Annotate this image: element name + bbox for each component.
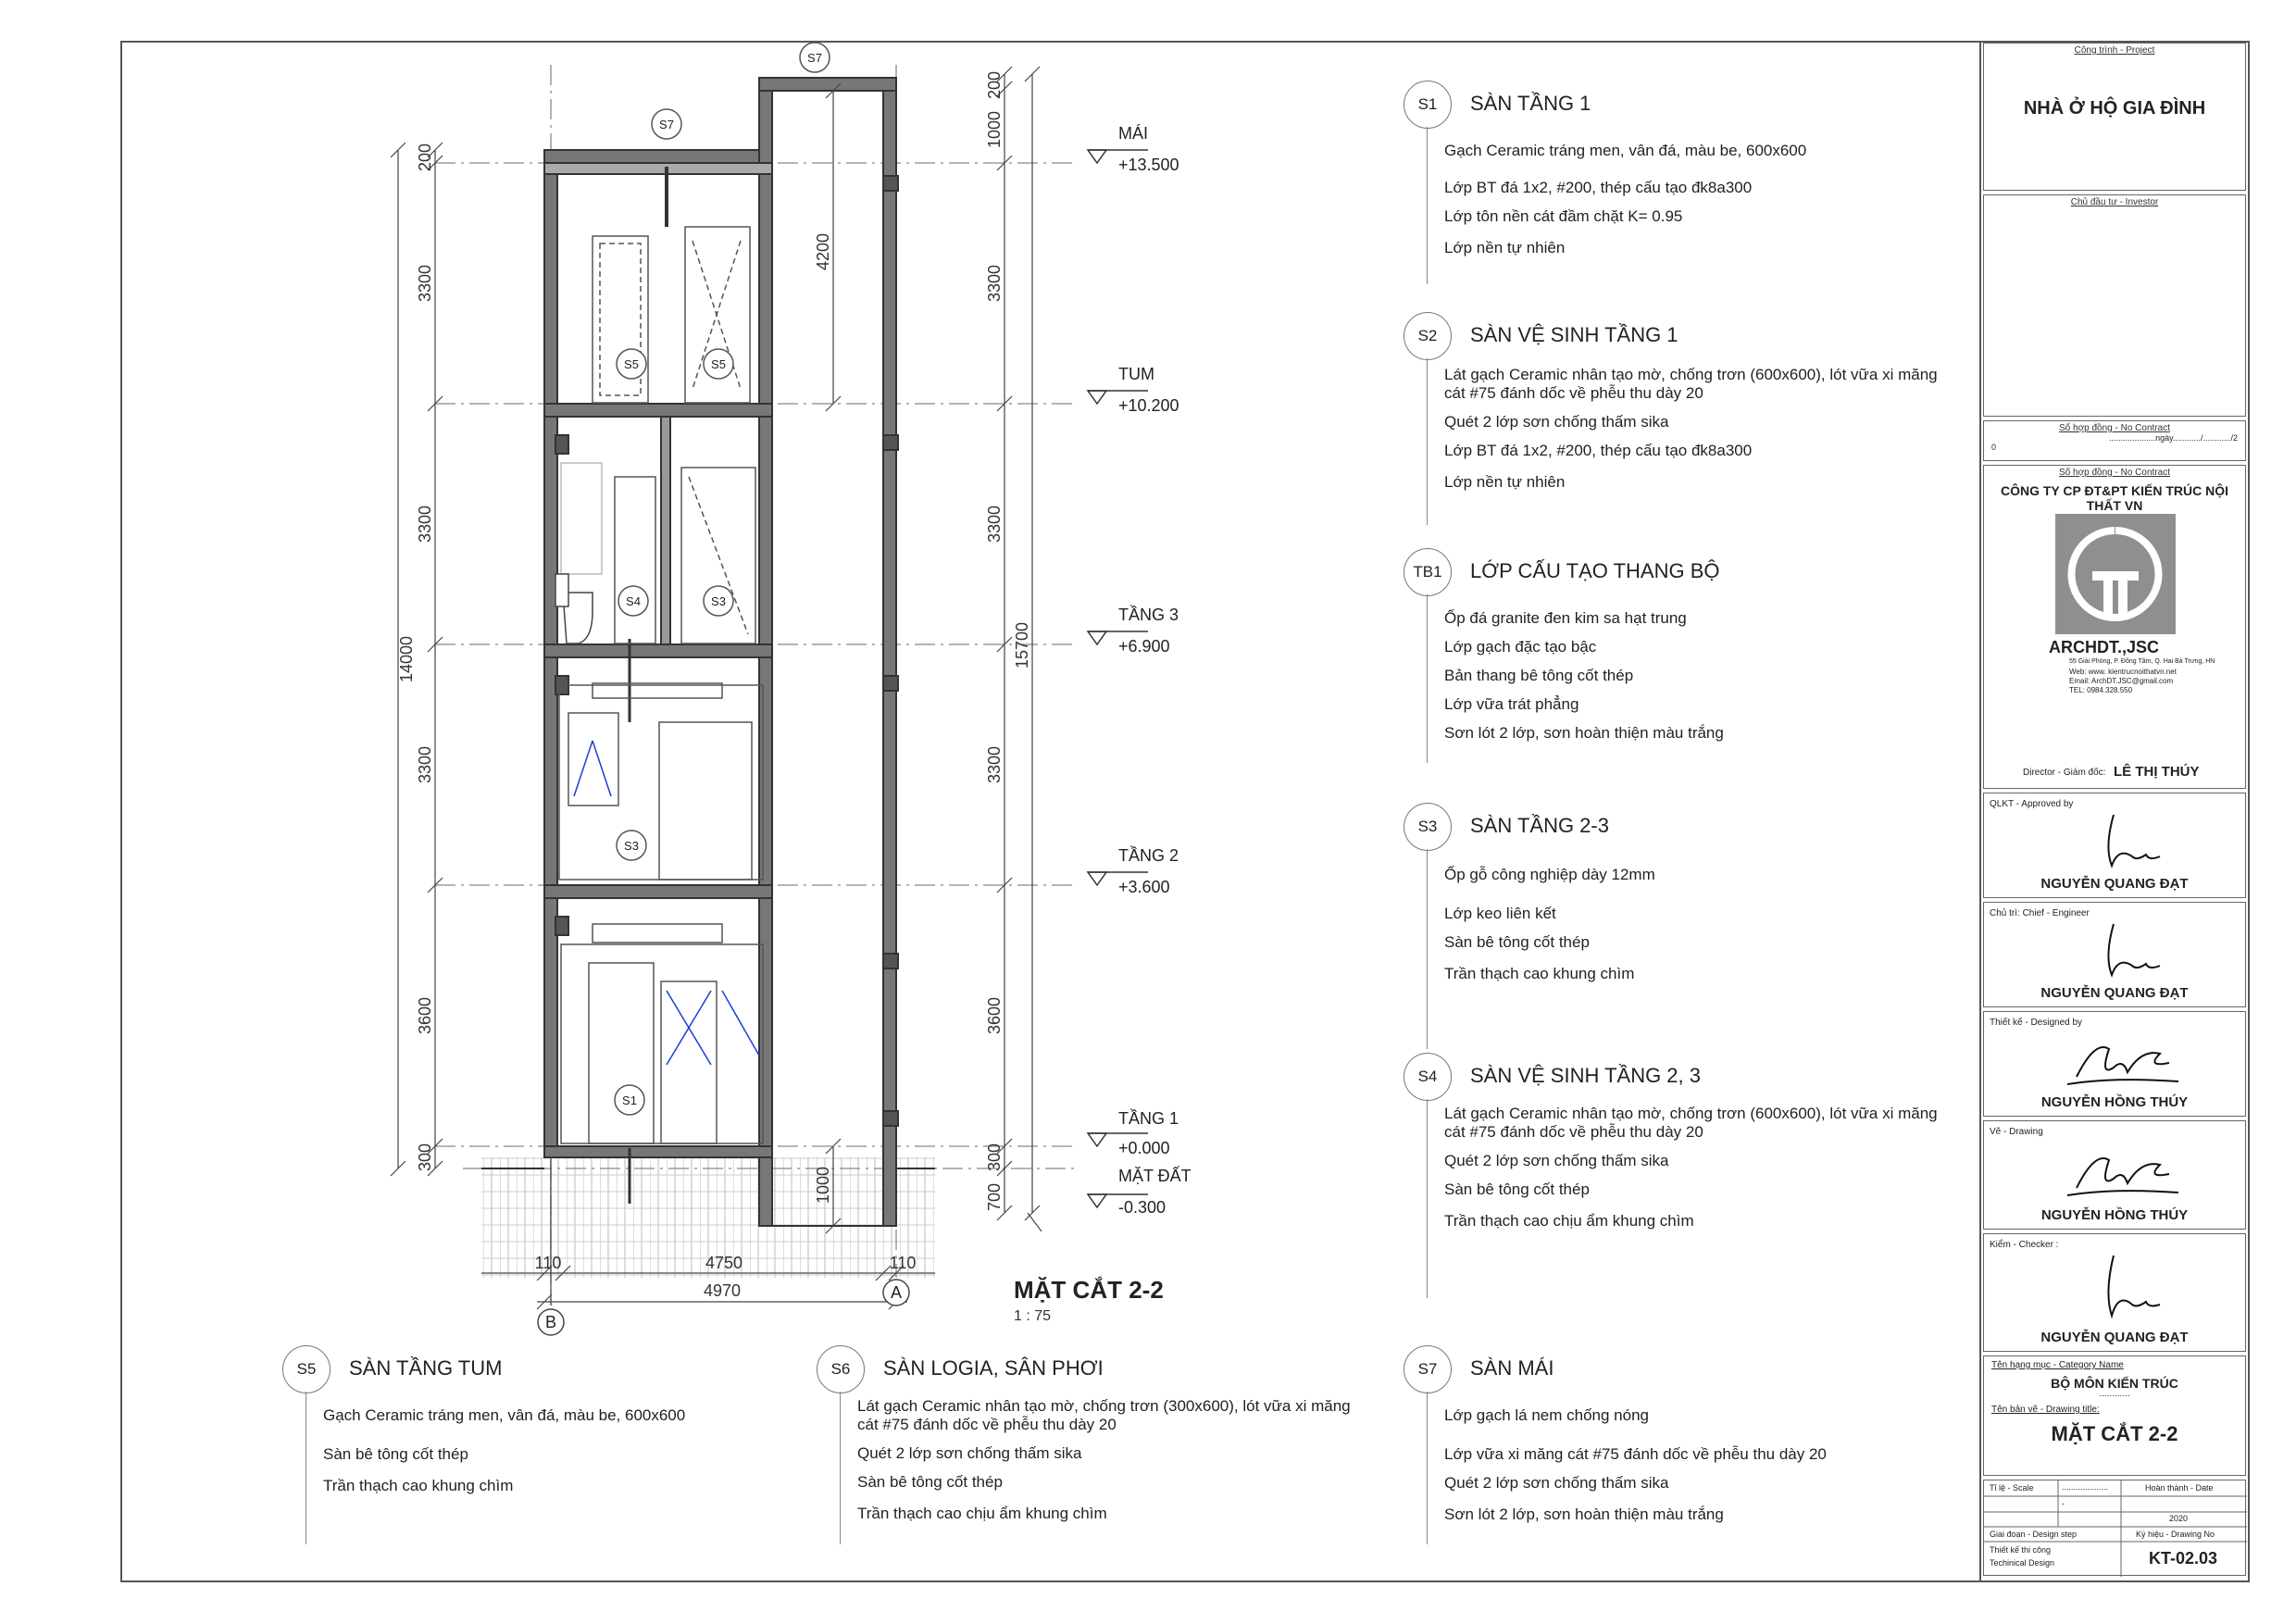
date-label: Hoàn thành - Date — [2145, 1483, 2214, 1493]
approved-label: QLKT - Approved by — [1990, 799, 2074, 809]
note-s1 — [1404, 81, 1922, 284]
note-line: Trần thạch cao khung chìm — [323, 1477, 514, 1494]
section-tag-1: S7 — [659, 118, 674, 131]
drawing-title-block: MẶT CẮT 2-2 — [2051, 1422, 2178, 1445]
building-walls — [544, 78, 898, 1226]
chief-name: NGUYỄN QUANG ĐẠT — [2040, 985, 2189, 1001]
checker-label: Kiểm - Checker : — [1990, 1240, 2059, 1250]
level-markers — [1088, 150, 1148, 1207]
checker-signature — [2067, 1251, 2178, 1325]
section-tag-7: S1 — [622, 1093, 637, 1107]
logo-web: Web: www. kientrucnoithatvn.net — [2069, 668, 2177, 676]
level-elev-4: +0.000 — [1118, 1139, 1170, 1157]
note-title: SÀN TẦNG TUM — [349, 1356, 503, 1380]
stage-label: Giai đoạn - Design step — [1990, 1530, 2078, 1539]
level-name-5: MẶT ĐẤT — [1118, 1167, 1192, 1185]
note-line: Trần thạch cao chịu ẩm khung chìm — [1444, 1212, 1694, 1230]
drawing-title-label: Tên bản vẽ - Drawing title: — [1991, 1405, 2100, 1415]
note-title: SÀN VỆ SINH TẦNG 1 — [1470, 323, 1678, 346]
note-s7 — [1404, 1345, 1922, 1549]
note-title: SÀN TẦNG 1 — [1470, 92, 1591, 115]
level-name-0: MÁI — [1118, 124, 1149, 143]
project-name: NHÀ Ở HỘ GIA ĐÌNH — [2023, 98, 2206, 119]
right-dim-6: 300 — [985, 1143, 1004, 1172]
designed-name: NGUYỄN HỒNG THÚY — [2040, 1094, 2189, 1110]
note-tag: S1 — [1404, 81, 1452, 129]
note-title: SÀN VỆ SINH TẦNG 2, 3 — [1470, 1064, 1702, 1087]
grid-label-left: B — [544, 1313, 557, 1331]
logo-email: Email: ArchDT.JSC@gmail.com — [2069, 677, 2174, 685]
note-line: Ốp đá granite đen kim sa hạt trung — [1444, 609, 1687, 627]
scale-dots: .................... — [2062, 1482, 2109, 1492]
left-dim-total: 14000 — [397, 635, 416, 683]
note-line: Sơn lót 2 lớp, sơn hoàn thiện màu trắng — [1444, 1505, 1724, 1523]
designed-cell — [1983, 1011, 2246, 1117]
inner-dim-1: 1000 — [814, 1166, 832, 1205]
note-s3 — [1404, 803, 1922, 1006]
note-line: Lớp tôn nền cát đầm chặt K= 0.95 — [1444, 207, 1683, 225]
left-dim-3: 3300 — [416, 745, 434, 784]
logo-name: ARCHDT.,JSC — [2049, 638, 2160, 656]
level-name-4: TẦNG 1 — [1118, 1109, 1179, 1128]
note-title: SÀN MÁI — [1470, 1356, 1554, 1380]
bottom-dim-total: 4970 — [703, 1281, 742, 1300]
chief-signature — [2067, 919, 2178, 984]
note-line: Lớp keo liên kết — [1444, 905, 1556, 922]
logo-tel: TEL: 0984.328.550 — [2069, 686, 2133, 694]
section-tag-3: S5 — [711, 357, 726, 371]
checker-cell — [1983, 1233, 2246, 1352]
logo-address: 55 Giải Phóng, P. Đồng Tâm, Q. Hai Bà Trưng, HN — [2069, 658, 2215, 665]
note-line: Trần thạch cao chịu ẩm khung chìm — [857, 1505, 1107, 1522]
right-dim-1: 1000 — [985, 110, 1004, 149]
note-line: Lớp BT đá 1x2, #200, thép cấu tạo đk8a300 — [1444, 442, 1753, 459]
note-line: Lớp nền tự nhiên — [1444, 239, 1566, 256]
note-line: Quét 2 lớp sơn chống thấm sika — [1444, 1152, 1669, 1169]
stage-value: Thiết kế thi công — [1990, 1545, 2052, 1555]
bottom-dim-2: 110 — [889, 1254, 917, 1272]
note-line: Lát gạch Ceramic nhân tạo mờ, chống trơn (600x600), lót vữa xi măng cát #75 đánh dốc về phễu thu dày 20 — [1444, 1105, 1938, 1141]
right-dim-3: 3300 — [985, 505, 1004, 543]
grid-label-right: A — [890, 1283, 903, 1302]
bottom-dim-1: 4750 — [705, 1254, 743, 1272]
note-line: Lớp vữa trát phẳng — [1444, 695, 1579, 713]
right-dim-total: 15700 — [1013, 621, 1031, 669]
note-title: LỚP CẤU TẠO THANG BỘ — [1470, 559, 1720, 582]
note-line: Sàn bê tông cốt thép — [323, 1445, 468, 1463]
category-cell — [1983, 1355, 2246, 1476]
drawing-number: KT-02.03 — [2149, 1549, 2218, 1568]
note-tag: TB1 — [1404, 548, 1452, 596]
note-s4 — [1404, 1053, 1938, 1256]
right-dim-5: 3600 — [985, 996, 1004, 1035]
level-name-1: TUM — [1118, 365, 1154, 383]
investor-label: Chủ đầu tư - Investor — [2070, 197, 2159, 207]
title-block — [1979, 41, 2250, 1582]
note-s6 — [817, 1345, 1351, 1549]
designed-label: Thiết kế - Designed by — [1990, 1018, 2083, 1028]
level-elev-2: +6.900 — [1118, 637, 1170, 656]
inner-dim-0: 4200 — [814, 232, 832, 271]
dash-mark: - — [2062, 1499, 2065, 1508]
section-tag-6: S3 — [624, 839, 639, 853]
note-line: Lớp BT đá 1x2, #200, thép cấu tạo đk8a300 — [1444, 179, 1753, 196]
left-dimension-labels — [397, 144, 434, 1171]
level-name-3: TẦNG 2 — [1118, 846, 1179, 865]
drawing-label: Vẽ - Drawing — [1990, 1127, 2043, 1137]
left-dim-5: 300 — [416, 1143, 434, 1172]
right-dim-2: 3300 — [985, 264, 1004, 303]
section-tags — [615, 43, 830, 1115]
contract-cell — [1983, 420, 2246, 461]
checker-name: NGUYỄN QUANG ĐẠT — [2040, 1330, 2189, 1345]
note-line: Ốp gỗ công nghiệp dày 12mm — [1444, 866, 1655, 883]
drawing-cell — [1983, 1120, 2246, 1230]
company-cell — [1983, 465, 2246, 789]
left-dim-1: 3300 — [416, 264, 434, 303]
right-dim-0: 200 — [985, 70, 1004, 100]
note-line: Lớp nền tự nhiên — [1444, 473, 1566, 491]
note-line: Lát gạch Ceramic nhân tạo mờ, chống trơn (300x600), lót vữa xi măng cát #75 đánh dốc về phễu thu dày 20 — [857, 1397, 1351, 1433]
note-line: Quét 2 lớp sơn chống thấm sika — [857, 1444, 1082, 1462]
section-tag-0: S7 — [807, 51, 822, 65]
drawing-scale: 1 : 75 — [1014, 1308, 1052, 1324]
note-tb1 — [1404, 548, 1922, 761]
drawn-signature — [2058, 1142, 2188, 1206]
chief-label: Chủ trì: Chief - Engineer — [1990, 908, 2090, 918]
note-line: Lớp gạch lá nem chống nóng — [1444, 1406, 1649, 1424]
left-dim-0: 200 — [416, 143, 434, 172]
approved-name: NGUYỄN QUANG ĐẠT — [2040, 876, 2189, 892]
note-line: Sàn bê tông cốt thép — [1444, 1181, 1590, 1198]
info-grid — [1983, 1480, 2246, 1576]
note-tag: S2 — [1404, 312, 1452, 360]
stage-value-en: Techinical Design — [1990, 1558, 2055, 1568]
level-name-2: TẦNG 3 — [1118, 606, 1179, 624]
note-line: Bản thang bê tông cốt thép — [1444, 667, 1634, 684]
drawing-no-label: Ký hiệu - Drawing No — [2136, 1530, 2215, 1539]
note-s5 — [282, 1345, 801, 1549]
approved-cell — [1983, 793, 2246, 898]
level-elev-3: +3.600 — [1118, 878, 1170, 896]
approved-signature — [2067, 810, 2178, 875]
note-tag: S6 — [817, 1345, 865, 1393]
section-tag-4: S4 — [626, 594, 641, 608]
toilet-fixture — [555, 574, 593, 643]
note-line: Sàn bê tông cốt thép — [857, 1473, 1003, 1491]
category-dots: ............ — [2099, 1389, 2130, 1399]
left-dim-2: 3300 — [416, 505, 434, 543]
note-title: SÀN TẦNG 2-3 — [1470, 814, 1609, 837]
note-line: Sàn bê tông cốt thép — [1444, 933, 1590, 951]
contract-label-2: Số hợp đồng - No Contract — [2059, 468, 2170, 478]
director-label: Director - Giám đốc: — [2023, 768, 2106, 778]
chief-cell — [1983, 902, 2246, 1007]
note-tag: S4 — [1404, 1053, 1452, 1101]
note-line: Quét 2 lớp sơn chống thấm sika — [1444, 1474, 1669, 1492]
project-label: Công trình - Project — [2074, 45, 2155, 56]
note-line: Gạch Ceramic tráng men, vân đá, màu be, 600x600 — [1444, 142, 1807, 159]
category-label: Tên hạng mục - Category Name — [1991, 1360, 2124, 1370]
right-dim-4: 3300 — [985, 745, 1004, 784]
note-tag: S5 — [282, 1345, 331, 1393]
level-elev-0: +13.500 — [1118, 156, 1179, 174]
note-s2 — [1404, 312, 1938, 516]
scale-label: Tỉ lệ - Scale — [1990, 1483, 2034, 1493]
contract-label: Số hợp đồng - No Contract — [2059, 423, 2170, 433]
category-name: BỘ MÔN KIẾN TRÚC — [2051, 1376, 2178, 1391]
left-dim-4: 3600 — [416, 996, 434, 1035]
investor-cell — [1983, 194, 2246, 417]
section-tag-5: S3 — [711, 594, 726, 608]
bottom-dim-0: 110 — [534, 1254, 562, 1272]
section-tag-2: S5 — [624, 357, 639, 371]
note-line: Lớp vữa xi măng cát #75 đánh dốc về phễu thu dày 20 — [1444, 1445, 1827, 1463]
note-title: SÀN LOGIA, SÂN PHƠI — [883, 1356, 1104, 1380]
designed-signature — [2058, 1031, 2188, 1095]
level-labels — [1118, 124, 1192, 1217]
note-tag: S7 — [1404, 1345, 1452, 1393]
note-tag: S3 — [1404, 803, 1452, 851]
note-line: Lớp gạch đặc tạo bậc — [1444, 638, 1597, 656]
drawing-title: MẶT CẮT 2-2 — [1014, 1276, 1164, 1304]
note-line: Sơn lót 2 lớp, sơn hoàn thiện màu trắng — [1444, 724, 1724, 742]
right-dim-7: 700 — [985, 1182, 1004, 1212]
level-elev-5: -0.300 — [1118, 1198, 1167, 1217]
director-name: LÊ THỊ THÚY — [2114, 764, 2200, 780]
company-name: CÔNG TY CP ĐT&PT KIẾN TRÚC NỘI THẤT VN — [2000, 483, 2229, 513]
note-line: Gạch Ceramic tráng men, vân đá, màu be, 600x600 — [323, 1406, 686, 1424]
note-line: Quét 2 lớp sơn chống thấm sika — [1444, 413, 1669, 431]
note-line: Lát gạch Ceramic nhân tạo mờ, chống trơn (600x600), lót vữa xi măng cát #75 đánh dốc về phễu thu dày 20 — [1444, 366, 1938, 402]
level-elev-1: +10.200 — [1118, 396, 1179, 415]
drawn-name: NGUYỄN HỒNG THÚY — [2040, 1207, 2189, 1223]
contract-zero: 0 — [1991, 443, 1997, 452]
level-lines — [435, 163, 1074, 1168]
project-cell — [1983, 43, 2246, 191]
date-value: 2020 — [2169, 1514, 2189, 1523]
contract-date: ....................ngày............/............/2 — [2109, 433, 2238, 443]
company-logo — [2055, 514, 2176, 634]
note-line: Trần thạch cao khung chìm — [1444, 965, 1635, 982]
